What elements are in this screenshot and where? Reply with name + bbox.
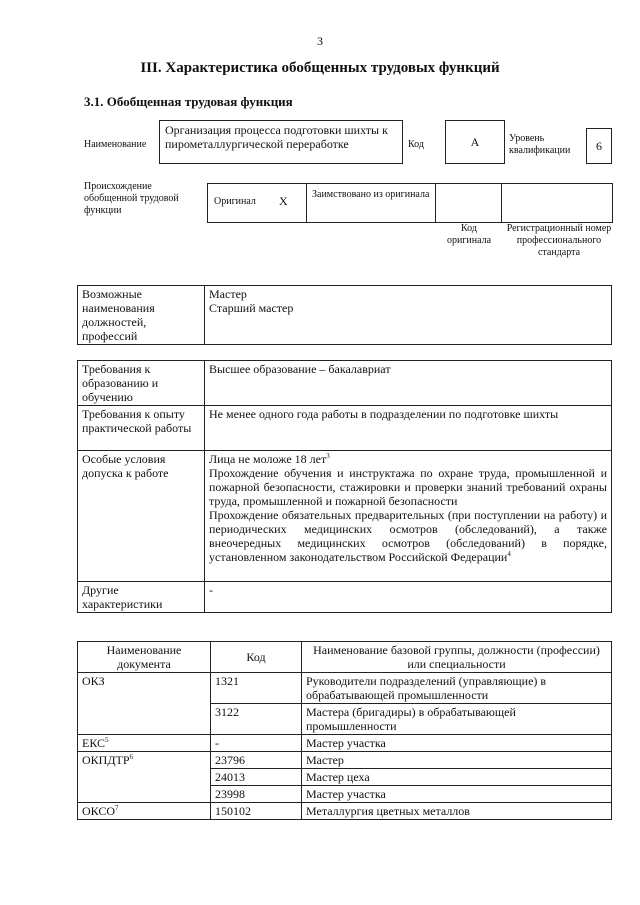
name-label: Наименование <box>84 139 147 150</box>
section-title: III. Характеристика обобщенных трудовых функций <box>140 60 500 76</box>
level-value: 6 <box>586 128 612 164</box>
header-doc: Наименование документа <box>78 642 211 673</box>
okz-doc: ОКЗ <box>78 673 211 735</box>
special-line-1: Лица не моложе 18 лет$^3$ <box>209 452 330 466</box>
level-label: Уровень квалификации <box>509 133 571 156</box>
positions-table <box>77 285 612 345</box>
name-value: Организация процесса подготовки шихты к пирометаллургической переработке <box>159 120 403 164</box>
education-value: Высшее образование – бакалавриат <box>205 361 612 406</box>
special-label: Особые условия допуска к работе <box>78 451 205 582</box>
okpdtr-name: Мастер <box>302 752 612 769</box>
header-code: Код <box>211 642 302 673</box>
special-para-2: Прохождение обучения и инструктажа по охране труда, промышленной и пожарной безопасности, стажировки и проверки знаний требований охраны труда, промышленной и пожарной безопасности <box>209 466 607 508</box>
table-row <box>78 752 612 769</box>
okso-code: 150102 <box>211 803 302 820</box>
origin-label: Происхождение обобщенной трудовой функции <box>84 181 179 216</box>
code-original-label: Код оригинала <box>446 223 492 246</box>
experience-label: Требования к опыту практической работы <box>78 406 205 451</box>
okpdtr-code: 23998 <box>211 786 302 803</box>
okpdtr-doc: ОКПДТР$^6$ <box>78 752 211 803</box>
other-label: Другие характеристики <box>78 582 205 613</box>
table-row <box>78 803 612 820</box>
okz-name: Мастера (бригадиры) в обрабатывающей промышленности <box>302 704 612 735</box>
original-mark: X <box>279 194 288 208</box>
table-row <box>78 673 612 704</box>
other-value: - <box>205 582 612 613</box>
okz-name: Руководители подразделений (управляющие) в обрабатывающей промышленности <box>302 673 612 704</box>
header-name: Наименование базовой группы, должности (профессии) или специальности <box>302 642 612 673</box>
education-label: Требования к образованию и обучению <box>78 361 205 406</box>
page-number: 3 <box>317 34 323 48</box>
position-item: Мастер <box>209 287 247 301</box>
requirements-table <box>77 360 612 613</box>
okz-code: 1321 <box>211 673 302 704</box>
table-row <box>78 735 612 752</box>
okso-name: Металлургия цветных металлов <box>302 803 612 820</box>
eks-doc: ЕКС$^5$ <box>78 735 211 752</box>
original-label: Оригинал <box>214 196 256 207</box>
okpdtr-code: 24013 <box>211 769 302 786</box>
origin-divider-2 <box>435 183 436 223</box>
okso-doc: ОКСО$^7$ <box>78 803 211 820</box>
borrowed-label: Заимствовано из оригинала <box>312 189 430 200</box>
origin-divider-3 <box>501 183 502 223</box>
experience-value: Не менее одного года работы в подразделении по подготовке шихты <box>205 406 612 451</box>
okz-code: 3122 <box>211 704 302 735</box>
eks-name: Мастер участка <box>302 735 612 752</box>
origin-divider-1 <box>306 183 307 223</box>
positions-values <box>205 286 612 345</box>
okpdtr-code: 23796 <box>211 752 302 769</box>
special-value <box>205 451 612 582</box>
position-item: Старший мастер <box>209 301 294 315</box>
code-value: А <box>445 120 505 164</box>
subsection-title: 3.1. Обобщенная трудовая функция <box>84 94 293 109</box>
eks-code: - <box>211 735 302 752</box>
special-para-3: Прохождение обязательных предварительных (при поступлении на работу) и периодических медицинских осмотров (обследований), а также внеочередных медицинских осмотров (обследований) в порядке, установленном законодательством Российской Федерации$^4$ <box>209 508 607 564</box>
positions-label: Возможные наименования должностей, профессий <box>78 286 205 345</box>
classifiers-table <box>77 641 612 820</box>
code-label: Код <box>408 139 424 150</box>
okpdtr-name: Мастер цеха <box>302 769 612 786</box>
okpdtr-name: Мастер участка <box>302 786 612 803</box>
reg-number-label: Регистрационный номер профессионального стандарта <box>506 223 612 258</box>
